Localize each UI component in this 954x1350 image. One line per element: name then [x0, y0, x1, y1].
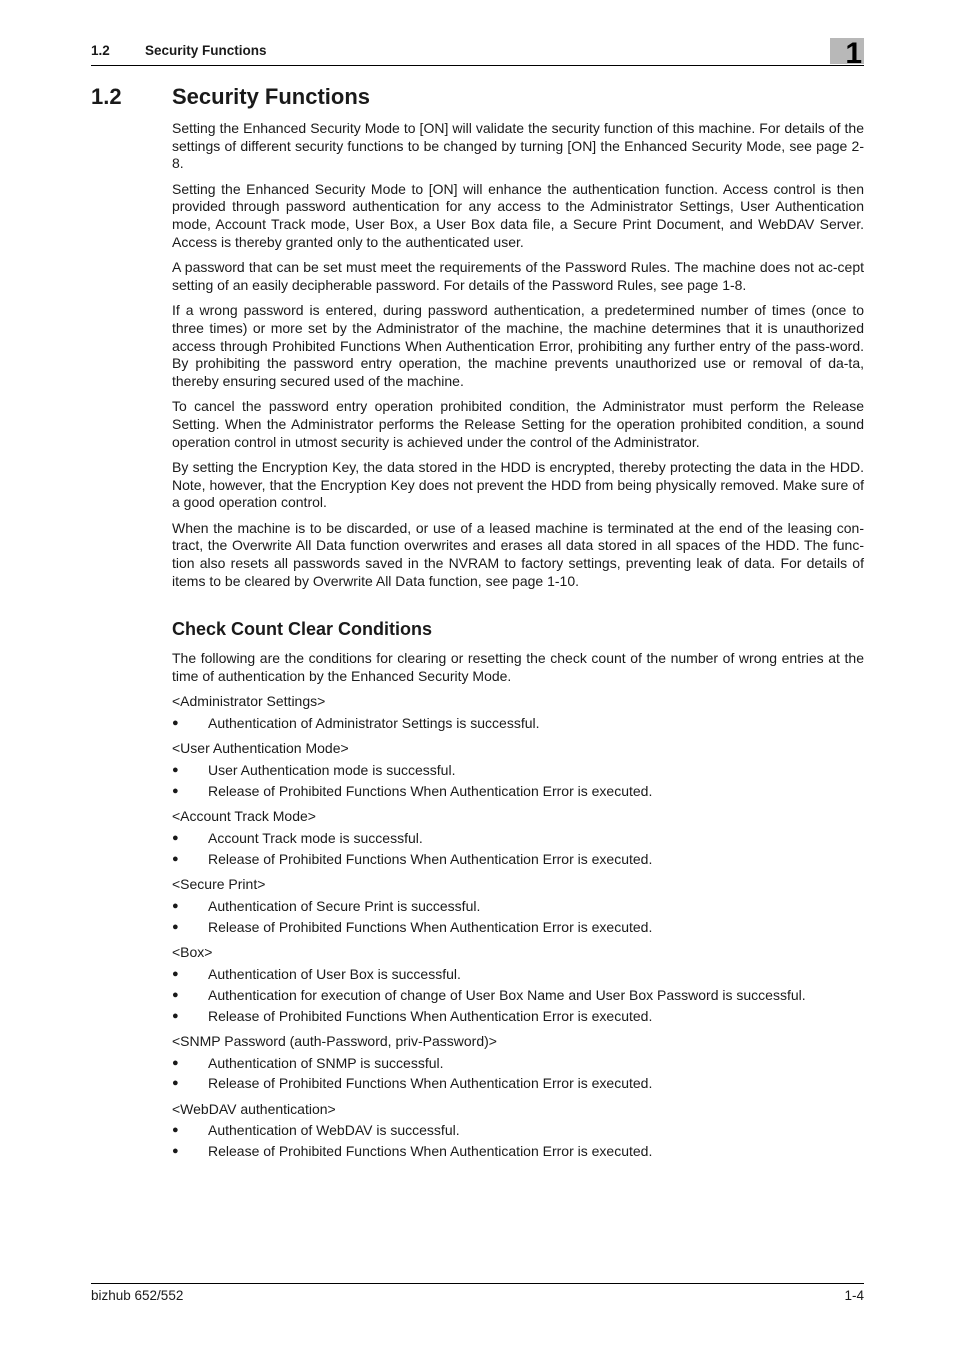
- list-item: ● Release of Prohibited Functions When Authentication Error is executed.: [172, 1007, 653, 1024]
- list-item: ● User Authentication mode is successful.: [172, 762, 456, 779]
- condition-group-label: <User Authentication Mode>: [172, 740, 349, 757]
- condition-group-label: <Account Track Mode>: [172, 808, 316, 825]
- bullet-icon: ●: [172, 1009, 179, 1022]
- list-item: ● Release of Prohibited Functions When Authentication Error is executed.: [172, 1143, 653, 1160]
- list-item: ● Authentication of Administrator Settings is successful.: [172, 715, 540, 732]
- bullet-icon: ●: [172, 899, 179, 912]
- paragraph: Setting the Enhanced Security Mode to [ON] will validate the security function of this machine. For details of the settings of different security functions to be changed by turning [ON] the Enhanced Security Mode, see page 2-8.: [172, 120, 864, 172]
- paragraph: A password that can be set must meet the requirements of the Password Rules. The machine does not ac-cept setting of an easily decipherable password. For details of the Password Rules, see page 1-8.: [172, 259, 864, 293]
- header-section-number: 1.2: [91, 43, 110, 58]
- page-footer: [91, 1283, 864, 1306]
- condition-group-label: <Administrator Settings>: [172, 693, 326, 710]
- bullet-icon: ●: [172, 831, 179, 844]
- bullet-icon: ●: [172, 1124, 179, 1137]
- header-section-title: Security Functions: [145, 43, 267, 58]
- list-item: ● Authentication of SNMP is successful.: [172, 1054, 444, 1071]
- bullet-icon: ●: [172, 967, 179, 980]
- bullet-icon: ●: [172, 1056, 179, 1069]
- bullet-icon: ●: [172, 852, 179, 865]
- section-number: 1.2: [91, 84, 122, 109]
- condition-group-label: <SNMP Password (auth-Password, priv-Password)>: [172, 1032, 497, 1049]
- condition-list: [172, 1122, 864, 1160]
- condition-list: [172, 966, 864, 1025]
- list-item: ● Authentication of User Box is successful.: [172, 965, 461, 982]
- page-number: 1-4: [844, 1288, 864, 1303]
- paragraph: When the machine is to be discarded, or use of a leased machine is terminated at the end of the leasing con-tract, the Overwrite All Data function overwrites and erases all data stored in all spaces of the HDD. The func-tion also resets all passwords saved in the NVRAM to factory settings, preventing leak of data. For details of items to be cleared by Overwrite All Data function, see page 1-10.: [172, 519, 864, 589]
- paragraph: Setting the Enhanced Security Mode to [ON] will enhance the authentication function. Access control is then provided through password authentication for any access to the Administrator Settings, User Authentication mode, Account Track mode, User Box, a User Box data file, a Secure Print Document, and WebDAV Server. Access is thereby granted only to the authenticated user.: [172, 180, 864, 250]
- condition-list: [172, 830, 864, 868]
- list-item: ● Account Track mode is successful.: [172, 829, 423, 846]
- bullet-icon: ●: [172, 920, 179, 933]
- list-item: ● Release of Prohibited Functions When Authentication Error is executed.: [172, 918, 653, 935]
- list-item: ● Release of Prohibited Functions When Authentication Error is executed.: [172, 850, 653, 867]
- footer-model: bizhub 652/552: [91, 1288, 184, 1303]
- subsection-title: Check Count Clear Conditions: [172, 619, 433, 640]
- bullet-icon: ●: [172, 784, 179, 797]
- bullet-icon: ●: [172, 764, 179, 777]
- bullet-icon: ●: [172, 717, 179, 730]
- condition-list: [172, 898, 864, 936]
- condition-group-label: <Box>: [172, 944, 213, 961]
- condition-group-label: <WebDAV authentication>: [172, 1100, 336, 1117]
- list-item: ● Authentication for execution of change of User Box Name and User Box Password is successful.: [172, 986, 806, 1003]
- bullet-icon: ●: [172, 1145, 179, 1158]
- condition-group-label: <Secure Print>: [172, 876, 266, 893]
- running-header: [91, 37, 864, 70]
- main-content: [172, 120, 864, 1164]
- paragraph: To cancel the password entry operation prohibited condition, the Administrator must perform the Release Setting. When the Administrator performs the Release Setting for the operation prohibited condition, a sound operation control in utmost security is achieved under the control of the Administrator.: [172, 398, 864, 450]
- section-title: Security Functions: [172, 84, 371, 109]
- list-item: ● Authentication of WebDAV is successful.: [172, 1122, 460, 1139]
- subsection-intro: The following are the conditions for clearing or resetting the check count of the number of wrong entries at the time of authentication by the Enhanced Security Mode.: [172, 650, 864, 684]
- bullet-icon: ●: [172, 1077, 179, 1090]
- condition-list: [172, 1055, 864, 1093]
- list-item: ● Release of Prohibited Functions When Authentication Error is executed.: [172, 782, 653, 799]
- list-item: ● Release of Prohibited Functions When Authentication Error is executed.: [172, 1075, 653, 1092]
- chapter-number: 1: [845, 37, 862, 70]
- paragraph: By setting the Encryption Key, the data stored in the HDD is encrypted, thereby protecting the data in the HDD. Note, however, that the Encryption Key does not prevent the HDD from being physically removed. Make sure of a good operation control.: [172, 459, 864, 511]
- list-item: ● Authentication of Secure Print is successful.: [172, 897, 481, 914]
- bullet-icon: ●: [172, 988, 179, 1001]
- paragraph: If a wrong password is entered, during password authentication, a predetermined number of times (once to three times) or more set by the Administrator of the machine, the machine determines that it is unauthorized access through Prohibited Functions When Authentication Error, prohibiting any further entry of the pass-word. By prohibiting the password entry operation, the machine prevents unauthorized use or removal of da-ta, thereby ensuring secured used of the machine.: [172, 302, 864, 389]
- condition-list: [172, 762, 864, 800]
- condition-list: [172, 715, 864, 732]
